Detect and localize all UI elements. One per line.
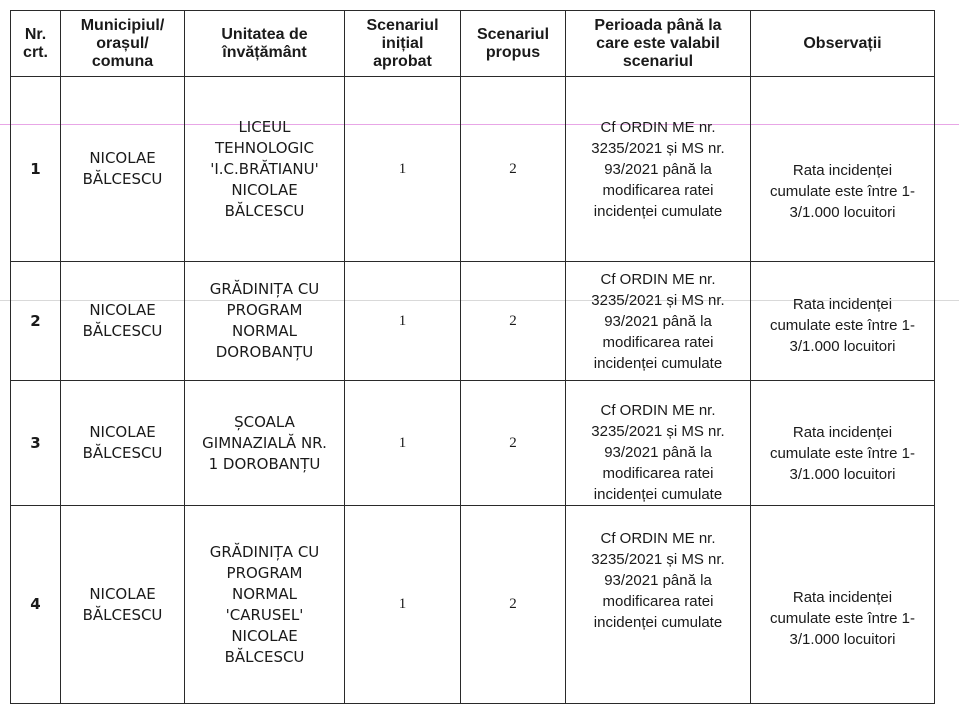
cell-perioada: Cf ORDIN ME nr. 3235/2021 și MS nr. 93/2021 până la modificarea ratei incidenței cumulate xyxy=(566,262,751,381)
cell-scenariu-initial: 1 xyxy=(345,381,461,506)
table-row xyxy=(11,506,935,704)
header-row xyxy=(11,11,935,77)
header-observatii: Observații xyxy=(751,11,935,77)
cell-nr: 1 xyxy=(11,77,61,262)
cell-nr: 3 xyxy=(11,381,61,506)
cell-unitate: LICEUL TEHNOLOGIC 'I.C.BRĂTIANU' NICOLAE BĂLCESCU xyxy=(185,77,345,262)
table-body xyxy=(11,77,935,704)
cell-unitate: ȘCOALA GIMNAZIALĂ NR. 1 DOROBANȚU xyxy=(185,381,345,506)
cell-perioada: Cf ORDIN ME nr. 3235/2021 și MS nr. 93/2021 până la modificarea ratei incidenței cumulate xyxy=(566,506,751,704)
table-header xyxy=(11,11,935,77)
scenario-table xyxy=(10,10,935,704)
cell-unitate: GRĂDINIȚA CU PROGRAM NORMAL 'CARUSEL' NICOLAE BĂLCESCU xyxy=(185,506,345,704)
cell-nr: 4 xyxy=(11,506,61,704)
header-municipiu: Municipiul/ orașul/ comuna xyxy=(61,11,185,77)
header-scenariu-initial: Scenariul inițial aprobat xyxy=(345,11,461,77)
cell-nr: 2 xyxy=(11,262,61,381)
header-nr: Nr. crt. xyxy=(11,11,61,77)
cell-municipiu: NICOLAE BĂLCESCU xyxy=(61,262,185,381)
cell-scenariu-propus: 2 xyxy=(461,381,566,506)
cell-perioada: Cf ORDIN ME nr. 3235/2021 și MS nr. 93/2021 până la modificarea ratei incidenței cumulate xyxy=(566,77,751,262)
table-row xyxy=(11,381,935,506)
cell-municipiu: NICOLAE BĂLCESCU xyxy=(61,77,185,262)
cell-observatii: Rata incidenței cumulate este între 1- 3/1.000 locuitori xyxy=(751,262,935,381)
table-row xyxy=(11,262,935,381)
cell-perioada: Cf ORDIN ME nr. 3235/2021 și MS nr. 93/2021 până la modificarea ratei incidenței cumulate xyxy=(566,381,751,506)
cell-scenariu-initial: 1 xyxy=(345,77,461,262)
table-row xyxy=(11,77,935,262)
cell-scenariu-propus: 2 xyxy=(461,506,566,704)
cell-scenariu-initial: 1 xyxy=(345,262,461,381)
cell-scenariu-propus: 2 xyxy=(461,77,566,262)
cell-scenariu-propus: 2 xyxy=(461,262,566,381)
header-unitate: Unitatea de învățământ xyxy=(185,11,345,77)
cell-observatii: Rata incidenței cumulate este între 1- 3/1.000 locuitori xyxy=(751,381,935,506)
cell-municipiu: NICOLAE BĂLCESCU xyxy=(61,381,185,506)
header-perioada: Perioada până la care este valabil scenariul xyxy=(566,11,751,77)
header-scenariu-propus: Scenariul propus xyxy=(461,11,566,77)
cell-observatii: Rata incidenței cumulate este între 1- 3/1.000 locuitori xyxy=(751,506,935,704)
cell-observatii: Rata incidenței cumulate este între 1- 3/1.000 locuitori xyxy=(751,77,935,262)
cell-unitate: GRĂDINIȚA CU PROGRAM NORMAL DOROBANȚU xyxy=(185,262,345,381)
cell-municipiu: NICOLAE BĂLCESCU xyxy=(61,506,185,704)
cell-scenariu-initial: 1 xyxy=(345,506,461,704)
